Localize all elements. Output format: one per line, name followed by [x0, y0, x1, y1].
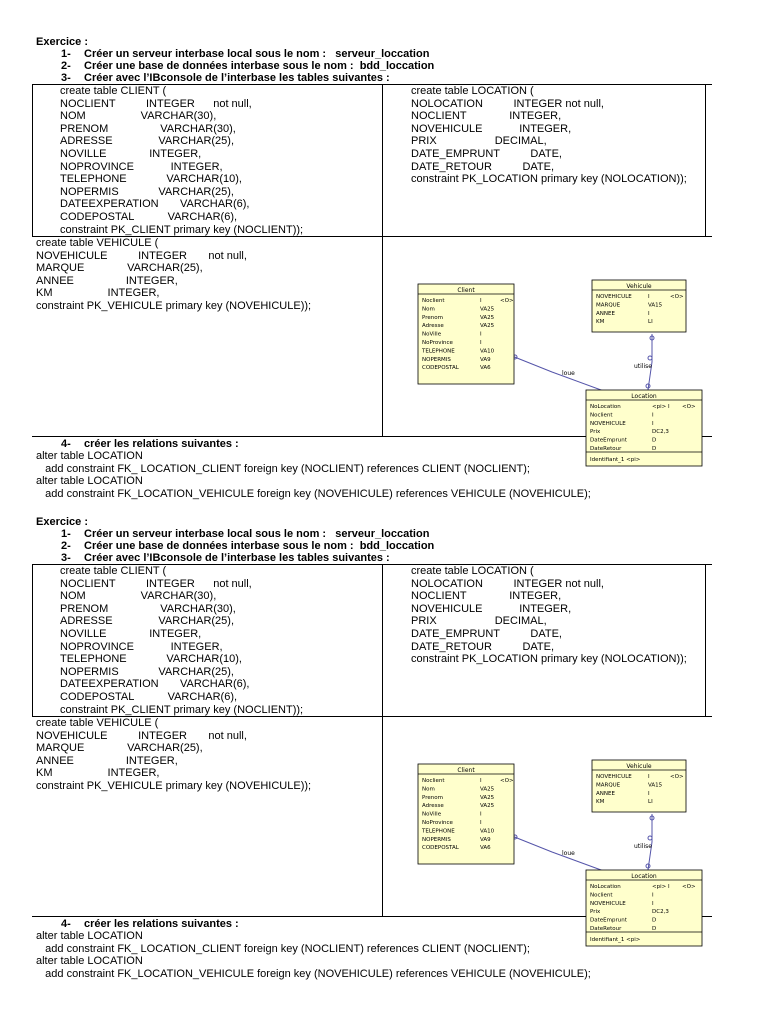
entity-attribute: VA25 [480, 786, 495, 793]
entity-attribute: I [480, 811, 482, 818]
entity-attribute: Nom [422, 786, 435, 793]
entity-attribute: I [648, 790, 650, 797]
sql-line: NOVEHICULE INTEGER not null, [36, 729, 247, 742]
entity-attribute: <O> [670, 294, 684, 300]
sql-line: create table CLIENT ( [60, 565, 167, 577]
sql-line: NOVEHICULE INTEGER, [411, 602, 572, 615]
sql-line: TELEPHONE VARCHAR(10), [60, 653, 242, 666]
sql-line: KM INTEGER, [36, 767, 160, 780]
entity-attribute: <O> [682, 884, 696, 890]
grid-line-center [382, 564, 383, 916]
entity-attribute: DateRetour [590, 446, 622, 452]
entity-attribute: VA9 [480, 836, 491, 843]
entity-attribute: VA15 [648, 302, 663, 309]
sql-line: ADRESSE VARCHAR(25), [60, 615, 235, 628]
sql-line: constraint PK_VEHICULE primary key (NOVEHICULE)); [36, 299, 312, 312]
grid-line-left [32, 84, 33, 236]
entity-attribute: I [648, 294, 650, 300]
entity-attribute: Prenom [422, 794, 443, 801]
entity-attribute: DateEmprunt [590, 917, 627, 924]
sql-line: CODEPOSTAL VARCHAR(6), [60, 210, 238, 223]
sql-line: PRENOM VARCHAR(30), [60, 602, 236, 615]
entity-attribute: VA25 [480, 306, 495, 313]
entity-attribute: I [480, 331, 482, 338]
step-3-text: Créer avec l’IBconsole de l’interbase les tables suivantes : [84, 552, 390, 564]
entity-attribute: <pi> I [652, 884, 670, 890]
sql-line: DATE_RETOUR DATE, [411, 160, 555, 173]
entity-attribute: Noclient [590, 412, 613, 419]
sql-line: create table LOCATION ( [411, 85, 534, 97]
entity-attribute: NoProvince [422, 340, 453, 346]
sql-line: NOPROVINCE INTEGER, [60, 160, 223, 173]
sql-line: TELEPHONE VARCHAR(10), [60, 173, 242, 186]
entity-attribute: TELEPHONE [422, 828, 455, 835]
step-1-num: 1- [61, 48, 71, 60]
step-2-num: 2- [61, 540, 71, 552]
entity-attribute: DC2,3 [652, 909, 669, 916]
entity-attribute: D [652, 926, 657, 932]
sql-line: add constraint FK_ LOCATION_CLIENT foreign key (NOCLIENT) references CLIENT (NOCLIENT); [36, 942, 530, 955]
exercise-title: Exercice : [36, 36, 88, 48]
step-4-num: 4- [61, 438, 71, 450]
step-2-num: 2- [61, 60, 71, 72]
relation-utilise-marker-end [648, 836, 652, 840]
sql-line: NOPERMIS VARCHAR(25), [60, 185, 234, 198]
sql-line: ANNEE INTEGER, [36, 754, 178, 767]
entity-attribute: I [652, 892, 654, 899]
erd-diagram [412, 758, 712, 950]
entity-attribute: <pi> I [652, 404, 670, 410]
entity-attribute: DateEmprunt [590, 437, 627, 444]
sql-line: NOLOCATION INTEGER not null, [411, 97, 604, 110]
sql-line: ANNEE INTEGER, [36, 274, 178, 287]
entity-attribute: VA10 [480, 828, 495, 835]
sql-line: NOVEHICULE INTEGER not null, [36, 249, 247, 262]
sql-line: create table VEHICULE ( [36, 237, 159, 249]
sql-line: PRIX DECIMAL, [411, 135, 547, 148]
entity-attribute: NOVEHICULE [590, 420, 626, 427]
location-table-sql [411, 85, 687, 186]
relation-utilise-label: utilise [634, 843, 652, 850]
entity-attribute: I [648, 774, 650, 780]
entity-attribute: NOPERMIS [422, 836, 451, 843]
entity-attribute: Adresse [422, 323, 444, 330]
sql-line: NOPERMIS VARCHAR(25), [60, 665, 234, 678]
sql-line: constraint PK_LOCATION primary key (NOLOCATION)); [411, 653, 687, 666]
entity-attribute: <O> [670, 774, 684, 780]
entity-attribute: Adresse [422, 803, 444, 810]
sql-line: MARQUE VARCHAR(25), [36, 742, 203, 755]
entity-attribute: D [652, 446, 657, 452]
entity-attribute: NOVEHICULE [590, 900, 626, 907]
sql-line: constraint PK_VEHICULE primary key (NOVEHICULE)); [36, 779, 312, 792]
sql-line: NOCLIENT INTEGER not null, [60, 577, 252, 590]
erd-diagram [412, 278, 712, 470]
exercise-block [0, 514, 768, 994]
entity-attribute: I [652, 420, 654, 427]
entity-attribute: I [480, 340, 482, 346]
relation-utilise-line [648, 814, 652, 870]
grid-line-center [382, 84, 383, 436]
entity-attribute: Noclient [422, 298, 445, 304]
step-1-num: 1- [61, 528, 71, 540]
sql-line: constraint PK_CLIENT primary key (NOCLIENT)); [60, 703, 304, 716]
entity-attribute: VA25 [480, 323, 495, 330]
sql-line: NOVILLE INTEGER, [60, 147, 202, 160]
entity-title: Vehicule [626, 763, 652, 770]
erd-entity-location [586, 390, 702, 466]
sql-line: NOCLIENT INTEGER, [411, 590, 562, 603]
entity-attribute: LI [648, 319, 653, 326]
entity-attribute: NoLocation [590, 404, 621, 410]
entity-attribute: Prenom [422, 314, 443, 321]
entity-title: Location [631, 873, 657, 880]
entity-attribute: NOPERMIS [422, 356, 451, 363]
sql-line: alter table LOCATION [36, 930, 143, 942]
entity-attribute: Prix [590, 429, 601, 436]
entity-attribute: <O> [500, 298, 514, 304]
sql-line: NOCLIENT INTEGER not null, [60, 97, 252, 110]
sql-line: DATEEXPERATION VARCHAR(6), [60, 198, 250, 211]
location-table-sql [411, 565, 687, 666]
sql-line: create table LOCATION ( [411, 565, 534, 577]
entity-attribute: <O> [500, 778, 514, 784]
sql-line: DATEEXPERATION VARCHAR(6), [60, 678, 250, 691]
entity-attribute: VA10 [480, 348, 495, 355]
sql-line: NOVILLE INTEGER, [60, 627, 202, 640]
sql-line: DATE_EMPRUNT DATE, [411, 147, 562, 160]
sql-line: alter table LOCATION [36, 450, 143, 462]
sql-line: DATE_EMPRUNT DATE, [411, 627, 562, 640]
entity-attribute: Nom [422, 306, 435, 313]
entity-attribute: CODEPOSTAL [422, 845, 459, 852]
sql-line: NOLOCATION INTEGER not null, [411, 577, 604, 590]
relation-utilise-marker-end [648, 356, 652, 360]
entity-attribute: ANNEE [596, 310, 615, 317]
entity-attribute: I [648, 310, 650, 317]
entity-title: Client [457, 287, 475, 294]
sql-line: add constraint FK_LOCATION_VEHICULE foreign key (NOVEHICULE) references VEHICULE (NOVEHICULE); [36, 967, 591, 980]
entity-identifier: Identifiant_1 <pi> [590, 457, 641, 463]
client-table-sql [60, 85, 303, 236]
entity-attribute: NOVEHICULE [596, 774, 632, 780]
sql-line: MARQUE VARCHAR(25), [36, 262, 203, 275]
entity-attribute: ANNEE [596, 790, 615, 797]
erd-entity-vehicule [592, 760, 686, 812]
relations-sql [36, 930, 591, 980]
entity-attribute: Prix [590, 909, 601, 916]
entity-attribute: VA9 [480, 356, 491, 363]
entity-attribute: D [652, 917, 657, 924]
entity-attribute: VA25 [480, 314, 495, 321]
vehicule-table-sql [36, 717, 311, 793]
relations-sql [36, 450, 591, 500]
entity-title: Vehicule [626, 283, 652, 290]
sql-line: ADRESSE VARCHAR(25), [60, 135, 235, 148]
entity-attribute: I [652, 900, 654, 907]
exercise-block [0, 34, 768, 514]
exercise-title: Exercice : [36, 516, 88, 528]
sql-line: add constraint FK_LOCATION_VEHICULE foreign key (NOVEHICULE) references VEHICULE (NOVEHICULE); [36, 487, 591, 500]
sql-line: NOM VARCHAR(30), [60, 590, 217, 603]
erd-entity-client [418, 284, 514, 384]
relation-loue-label: loue [562, 370, 575, 377]
sql-line: PRENOM VARCHAR(30), [60, 122, 236, 135]
sql-line: DATE_RETOUR DATE, [411, 640, 555, 653]
step-4-text: créer les relations suivantes : [84, 918, 239, 930]
entity-identifier: Identifiant_1 <pi> [590, 937, 641, 943]
entity-attribute: I [652, 412, 654, 419]
entity-attribute: TELEPHONE [422, 348, 455, 355]
grid-line-right [705, 84, 706, 236]
relation-utilise-line [648, 334, 652, 390]
sql-line: PRIX DECIMAL, [411, 615, 547, 628]
step-1-text: Créer un serveur interbase local sous le nom : serveur_loccation [84, 48, 430, 60]
entity-attribute: DateRetour [590, 926, 622, 932]
entity-title: Client [457, 767, 475, 774]
step-1-text: Créer un serveur interbase local sous le nom : serveur_loccation [84, 528, 430, 540]
sql-line: create table VEHICULE ( [36, 717, 159, 729]
entity-attribute: MARQUE [596, 782, 621, 789]
step-4-num: 4- [61, 918, 71, 930]
sql-line: create table CLIENT ( [60, 85, 167, 97]
entity-attribute: DC2,3 [652, 429, 669, 436]
entity-attribute: I [480, 820, 482, 826]
entity-title: Location [631, 393, 657, 400]
entity-attribute: <O> [682, 404, 696, 410]
sql-line: alter table LOCATION [36, 955, 143, 967]
entity-attribute: NoProvince [422, 820, 453, 826]
sql-line: KM INTEGER, [36, 287, 160, 300]
erd-entity-vehicule [592, 280, 686, 332]
entity-attribute: VA25 [480, 794, 495, 801]
entity-attribute: VA25 [480, 803, 495, 810]
step-3-num: 3- [61, 72, 71, 84]
grid-line-left [32, 564, 33, 716]
entity-attribute: NoLocation [590, 884, 621, 890]
step-3-text: Créer avec l’IBconsole de l’interbase les tables suivantes : [84, 72, 390, 84]
sql-line: CODEPOSTAL VARCHAR(6), [60, 690, 238, 703]
step-2-text: Créer une base de données interbase sous le nom : bdd_loccation [84, 60, 435, 72]
vehicule-table-sql [36, 237, 311, 313]
sql-line: NOVEHICULE INTEGER, [411, 122, 572, 135]
entity-attribute: CODEPOSTAL [422, 365, 459, 372]
entity-attribute: NoVille [422, 811, 442, 818]
entity-attribute: VA6 [480, 365, 491, 372]
sql-line: constraint PK_LOCATION primary key (NOLOCATION)); [411, 173, 687, 186]
entity-attribute: VA15 [648, 782, 663, 789]
entity-attribute: I [480, 298, 482, 304]
entity-attribute: VA6 [480, 845, 491, 852]
sql-line: NOCLIENT INTEGER, [411, 110, 562, 123]
relation-utilise-label: utilise [634, 363, 652, 370]
erd-entity-location [586, 870, 702, 946]
entity-attribute: KM [596, 319, 605, 326]
entity-attribute: Noclient [590, 892, 613, 899]
erd-entity-client [418, 764, 514, 864]
sql-line: alter table LOCATION [36, 475, 143, 487]
sql-line: constraint PK_CLIENT primary key (NOCLIENT)); [60, 223, 304, 236]
entity-attribute: I [480, 778, 482, 784]
entity-attribute: NoVille [422, 331, 442, 338]
entity-attribute: KM [596, 799, 605, 806]
sql-line: NOPROVINCE INTEGER, [60, 640, 223, 653]
entity-attribute: LI [648, 799, 653, 806]
sql-line: add constraint FK_ LOCATION_CLIENT foreign key (NOCLIENT) references CLIENT (NOCLIENT); [36, 462, 530, 475]
step-3-num: 3- [61, 552, 71, 564]
grid-line-right [705, 564, 706, 716]
entity-attribute: MARQUE [596, 302, 621, 309]
step-4-text: créer les relations suivantes : [84, 438, 239, 450]
client-table-sql [60, 565, 303, 716]
sql-line: NOM VARCHAR(30), [60, 110, 217, 123]
entity-attribute: Noclient [422, 778, 445, 784]
entity-attribute: D [652, 437, 657, 444]
step-2-text: Créer une base de données interbase sous le nom : bdd_loccation [84, 540, 435, 552]
relation-loue-label: loue [562, 850, 575, 857]
entity-attribute: NOVEHICULE [596, 294, 632, 300]
